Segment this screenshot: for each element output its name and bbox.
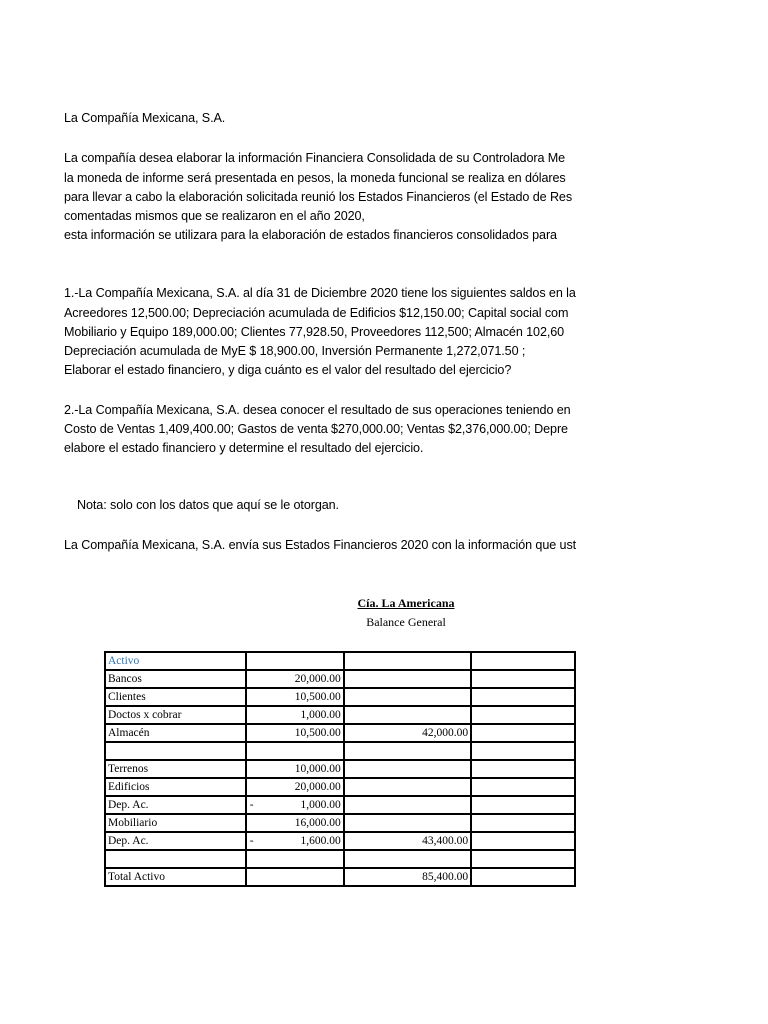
intro-line: esta información se utilizara para la elaboración de estados financieros consolidados para [64, 228, 557, 242]
table-row [105, 778, 575, 796]
table-row [105, 688, 575, 706]
subtotal-cell [344, 760, 471, 778]
empty-cell [471, 868, 575, 886]
subtotal-cell [344, 778, 471, 796]
amount-cell [246, 652, 344, 670]
table-row [105, 706, 575, 724]
empty-cell [471, 670, 575, 688]
table-row [105, 832, 575, 850]
account-label-cell: Dep. Ac. [105, 796, 246, 814]
subtotal-cell [344, 850, 471, 868]
amount-value: 10,500.00 [294, 727, 341, 739]
empty-cell [471, 706, 575, 724]
amount-value: 20,000.00 [294, 673, 341, 685]
amount-value: 16,000.00 [294, 817, 341, 829]
amount-cell [246, 670, 344, 688]
intro-line: para llevar a cabo la elaboración solicitada reunió los Estados Financieros (el Estado de Res [64, 190, 573, 204]
question-2-line: elabore el estado financiero y determine el resultado del ejercicio. [64, 441, 424, 455]
subtotal-cell: 85,400.00 [344, 868, 471, 886]
account-label-cell [105, 850, 246, 868]
amount-cell [246, 832, 344, 850]
amount-value: 1,000.00 [300, 799, 341, 811]
table-row [105, 670, 575, 688]
question-1-line: 1.-La Compañía Mexicana, S.A. al día 31 de Diciembre 2020 tiene los siguientes saldos en la [64, 286, 576, 300]
amount-value: 10,000.00 [294, 763, 341, 775]
amount-cell [246, 742, 344, 760]
amount-cell [246, 706, 344, 724]
question-1-line: Depreciación acumulada de MyE $ 18,900.00, Inversión Permanente 1,272,071.50 ; [64, 344, 526, 358]
balance-company-title: Cía. La Americana [357, 596, 455, 610]
amount-cell [246, 724, 344, 742]
balance-subtitle: Balance General [366, 615, 446, 629]
subtotal-cell: 43,400.00 [344, 832, 471, 850]
company-heading: La Compañía Mexicana, S.A. [64, 111, 226, 125]
question-2-line: 2.-La Compañía Mexicana, S.A. desea conocer el resultado de sus operaciones teniendo en [64, 403, 571, 417]
subtotal-cell [344, 706, 471, 724]
table-row [105, 724, 575, 742]
table-row [105, 742, 575, 760]
empty-cell [471, 850, 575, 868]
empty-cell [471, 778, 575, 796]
account-label-cell: Almacén [105, 724, 246, 742]
empty-cell [471, 724, 575, 742]
subtotal-cell [344, 796, 471, 814]
subtotal-cell: 42,000.00 [344, 724, 471, 742]
note-text: Nota: solo con los datos que aquí se le otorgan. [77, 498, 339, 512]
subtotal-cell [344, 670, 471, 688]
empty-cell [471, 652, 575, 670]
amount-cell [246, 688, 344, 706]
empty-cell [471, 760, 575, 778]
empty-cell [471, 688, 575, 706]
amount-value: 20,000.00 [294, 781, 341, 793]
account-label-cell: Mobiliario [105, 814, 246, 832]
account-label-cell [105, 742, 246, 760]
empty-cell [471, 814, 575, 832]
question-1-line: Elaborar el estado financiero, y diga cuánto es el valor del resultado del ejercicio? [64, 363, 512, 377]
amount-cell [246, 868, 344, 886]
empty-cell [471, 796, 575, 814]
minus-mark: - [249, 835, 254, 847]
amount-cell [246, 778, 344, 796]
amount-cell [246, 850, 344, 868]
account-label-cell: Bancos [105, 670, 246, 688]
minus-mark: - [249, 799, 254, 811]
amount-value: 10,500.00 [294, 691, 341, 703]
table-row [105, 814, 575, 832]
question-1-line: Mobiliario y Equipo 189,000.00; Clientes 77,928.50, Proveedores 112,500; Almacén 102,60 [64, 325, 565, 339]
subtotal-cell [344, 742, 471, 760]
amount-value: 1,000.00 [300, 709, 341, 721]
account-label-cell: Doctos x cobrar [105, 706, 246, 724]
send-line: La Compañía Mexicana, S.A. envía sus Estados Financieros 2020 con la información que ust [64, 538, 576, 552]
table-row [105, 652, 575, 670]
table-row [105, 760, 575, 778]
question-2-line: Costo de Ventas 1,409,400.00; Gastos de venta $270,000.00; Ventas $2,376,000.00; Depre [64, 422, 568, 436]
intro-line: comentadas mismos que se realizaron en el año 2020, [64, 209, 365, 223]
amount-cell [246, 760, 344, 778]
account-label-cell: Terrenos [105, 760, 246, 778]
account-label-cell: Dep. Ac. [105, 832, 246, 850]
table-row [105, 850, 575, 868]
amount-cell [246, 814, 344, 832]
intro-line: La compañía desea elaborar la información Financiera Consolidada de su Controladora Me [64, 151, 566, 165]
subtotal-cell [344, 652, 471, 670]
empty-cell [471, 742, 575, 760]
account-label-cell: Clientes [105, 688, 246, 706]
balance-table [104, 651, 576, 887]
subtotal-cell [344, 814, 471, 832]
amount-value: 1,600.00 [300, 835, 341, 847]
empty-cell [471, 832, 575, 850]
account-label-cell: Edificios [105, 778, 246, 796]
table-row [105, 796, 575, 814]
account-label-cell: Activo [105, 652, 246, 670]
question-1-line: Acreedores 12,500.00; Depreciación acumulada de Edificios $12,150.00; Capital social com [64, 306, 569, 320]
table-row [105, 868, 575, 886]
subtotal-cell [344, 688, 471, 706]
intro-line: la moneda de informe será presentada en pesos, la moneda funcional se realiza en dólares [64, 171, 566, 185]
amount-cell [246, 796, 344, 814]
account-label-cell: Total Activo [105, 868, 246, 886]
